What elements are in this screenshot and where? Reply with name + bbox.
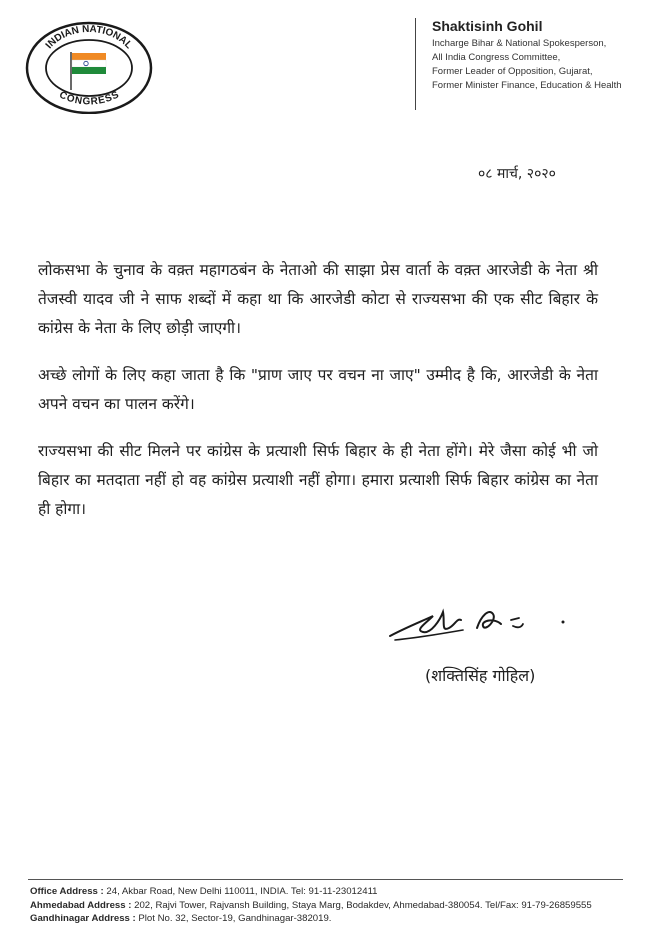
congress-logo bbox=[24, 18, 154, 114]
ahmedabad-address-value: 202, Rajvi Tower, Rajvansh Building, Staya Marg, Bodakdev, Ahmedabad-380054. Tel/Fax: 91-79-26859555 bbox=[134, 899, 592, 911]
footer-divider bbox=[28, 879, 623, 880]
paragraph-3: राज्यसभा की सीट मिलने पर कांग्रेस के प्रत्याशी सिर्फ बिहार के ही नेता होंगे। मेरे जैसा कोई भी जो बिहार का मतदाता नहीं हो वह कांग्रेस प्रत्याशी नहीं होगा। हमारा प्रत्याशी सिर्फ बिहार कांग्रेस का नेता ही होगा। bbox=[38, 442, 598, 518]
gandhinagar-address-value: Plot No. 32, Sector-19, Gandhinagar-382019. bbox=[138, 913, 332, 924]
paragraph-1: लोकसभा के चुनाव के वक़्त महागठबंन के नेताओ की साझा प्रेस वार्ता के वक़्त आरजेडी के नेता श्री तेजस्वी यादव जी ने साफ शब्दों में कहा था कि आरजेडी कोटा से राज्यसभा की एक सीट बिहार के कांग्रेस के नेता के लिए छोड़ी जाएगी। bbox=[38, 261, 598, 337]
sender-title-3: Former Leader of Opposition, Gujarat, bbox=[432, 66, 593, 77]
letter-date: ०८ मार्च, २०२० bbox=[478, 166, 556, 182]
paragraph-2: अच्छे लोगों के लिए कहा जाता है कि "प्राण जाए पर वचन ना जाए" उम्मीद है कि, आरजेडी के नेता अपने वचन का पालन करेंगे। bbox=[38, 366, 598, 413]
sender-title-4: Former Minister Finance, Education & Health bbox=[432, 80, 622, 91]
ahmedabad-address-label: Ahmedabad Address : bbox=[30, 899, 132, 911]
svg-text:CONGRESS bbox=[57, 89, 121, 107]
office-address-value: 24, Akbar Road, New Delhi 110011, INDIA. Tel: 91-11-23012411 bbox=[106, 886, 378, 897]
gandhinagar-address bbox=[30, 912, 640, 926]
header-divider bbox=[415, 18, 416, 110]
letter-body bbox=[38, 256, 598, 542]
sender-block bbox=[432, 18, 647, 93]
signature-icon bbox=[385, 598, 585, 648]
sender-title-1: Incharge Bihar & National Spokesperson, bbox=[432, 38, 607, 49]
flag-saffron bbox=[72, 53, 106, 60]
office-address bbox=[30, 885, 640, 899]
logo-bottom-text: CONGRESS bbox=[57, 89, 121, 108]
footer-addresses bbox=[30, 885, 640, 926]
sender-name: Shaktisinh Gohil bbox=[432, 18, 543, 34]
flag-green bbox=[72, 67, 106, 74]
ahmedabad-address bbox=[30, 899, 640, 913]
flag-white bbox=[72, 60, 106, 67]
office-address-label: Office Address : bbox=[30, 886, 104, 897]
sender-title-2: All India Congress Committee, bbox=[432, 52, 561, 63]
gandhinagar-address-label: Gandhinagar Address : bbox=[30, 913, 136, 924]
signatory-name: (शक्तिसिंह गोहिल) bbox=[425, 666, 536, 685]
handwritten-signature bbox=[385, 598, 585, 648]
logo-top-text: INDIAN NATIONAL bbox=[43, 23, 135, 52]
congress-emblem-icon bbox=[24, 18, 154, 114]
